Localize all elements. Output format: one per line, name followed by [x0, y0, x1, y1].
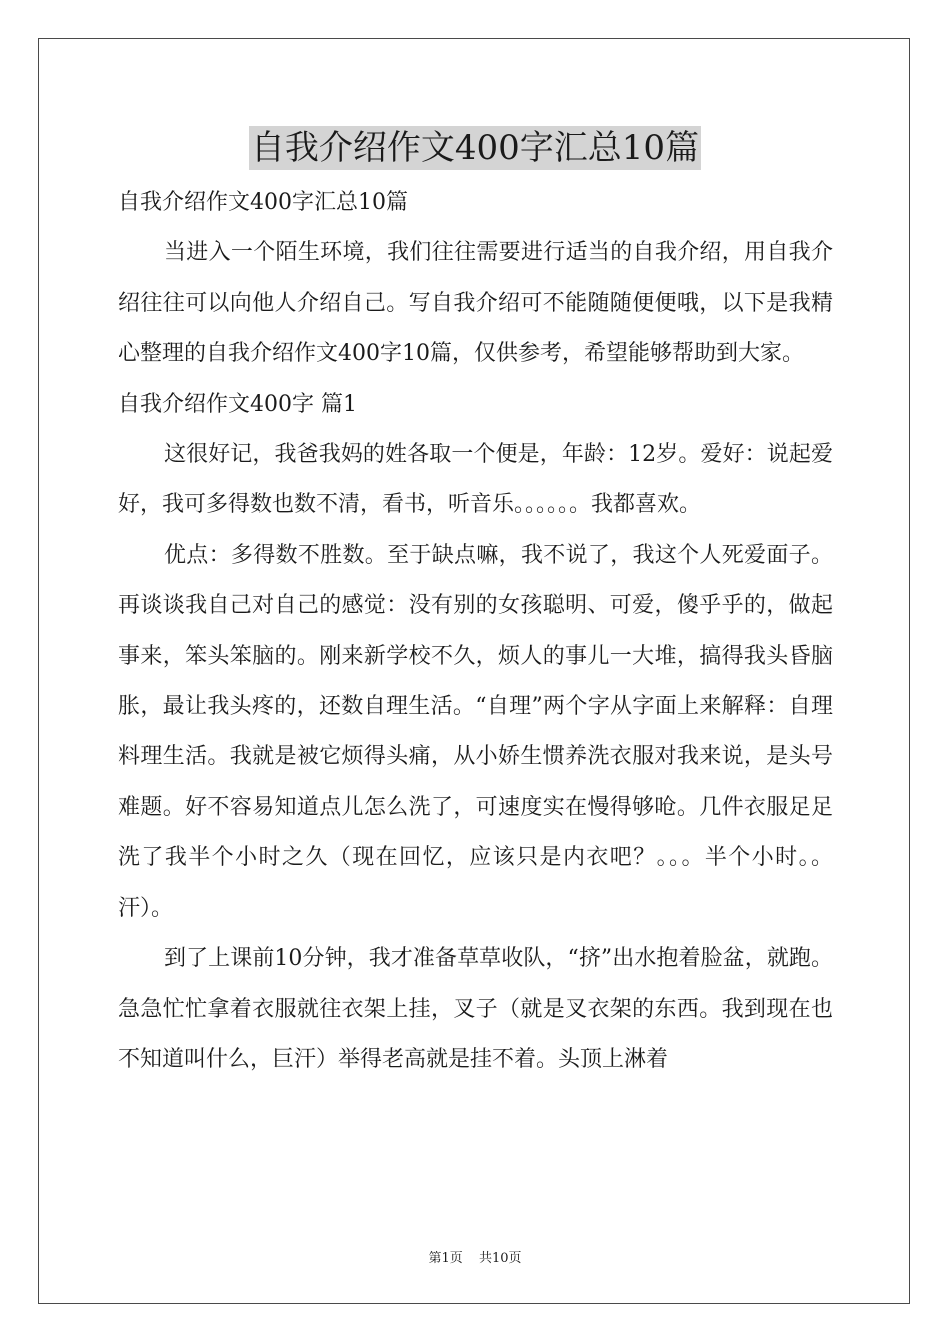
page-number: 第1页: [428, 1251, 463, 1266]
page-total: 共10页: [478, 1251, 522, 1266]
page-footer: [0, 1247, 950, 1266]
paragraph: 到了上课前10分钟，我才准备草草收队，“挤”出水抱着脸盆，就跑。急急忙忙拿着衣服就往衣架上挂，叉子（就是叉衣架的东西。我到现在也不知道叫什么，巨汗）举得老高就是挂不着。头顶上淋着: [118, 946, 833, 1072]
paragraph: 这很好记，我爸我妈的姓各取一个便是，年龄：12岁。爱好：说起爱好，我可多得数也数不清，看书，听音乐。。。。。。我都喜欢。: [118, 442, 833, 518]
document-title: [0, 126, 950, 170]
document-body: [118, 178, 833, 1085]
paragraph-intro: 当进入一个陌生环境，我们往往需要进行适当的自我介绍，用自我介绍往往可以向他人介绍自己。写自我介绍可不能随随便便哦，以下是我精心整理的自我介绍作文400字10篇，仅供参考，希望能够帮助到大家。: [118, 240, 833, 367]
paragraph: 优点：多得数不胜数。至于缺点嘛，我不说了，我这个人死爱面子。再谈谈我自己对自己的感觉：没有别的女孩聪明、可爱，傻乎乎的，做起事来，笨头笨脑的。刚来新学校不久，烦人的事儿一大堆，搞得我头昏脑胀，最让我头疼的，还数自理生活。“自理”两个字从字面上来解释：自理料理生活。我就是被它烦得头痛，从小娇生惯养洗衣服对我来说，是头号难题。好不容易知道点儿怎么洗了，可速度实在慢得够呛。几件衣服足足洗了我半个小时之久（现在回忆，应该只是内衣吧？。。。半个小时。。汗）。: [118, 542, 833, 921]
section-heading: 自我介绍作文400字 篇1: [118, 391, 357, 417]
document-title-text: 自我介绍作文400字汇总10篇: [250, 128, 700, 168]
paragraph-subtitle: 自我介绍作文400字汇总10篇: [118, 190, 408, 215]
